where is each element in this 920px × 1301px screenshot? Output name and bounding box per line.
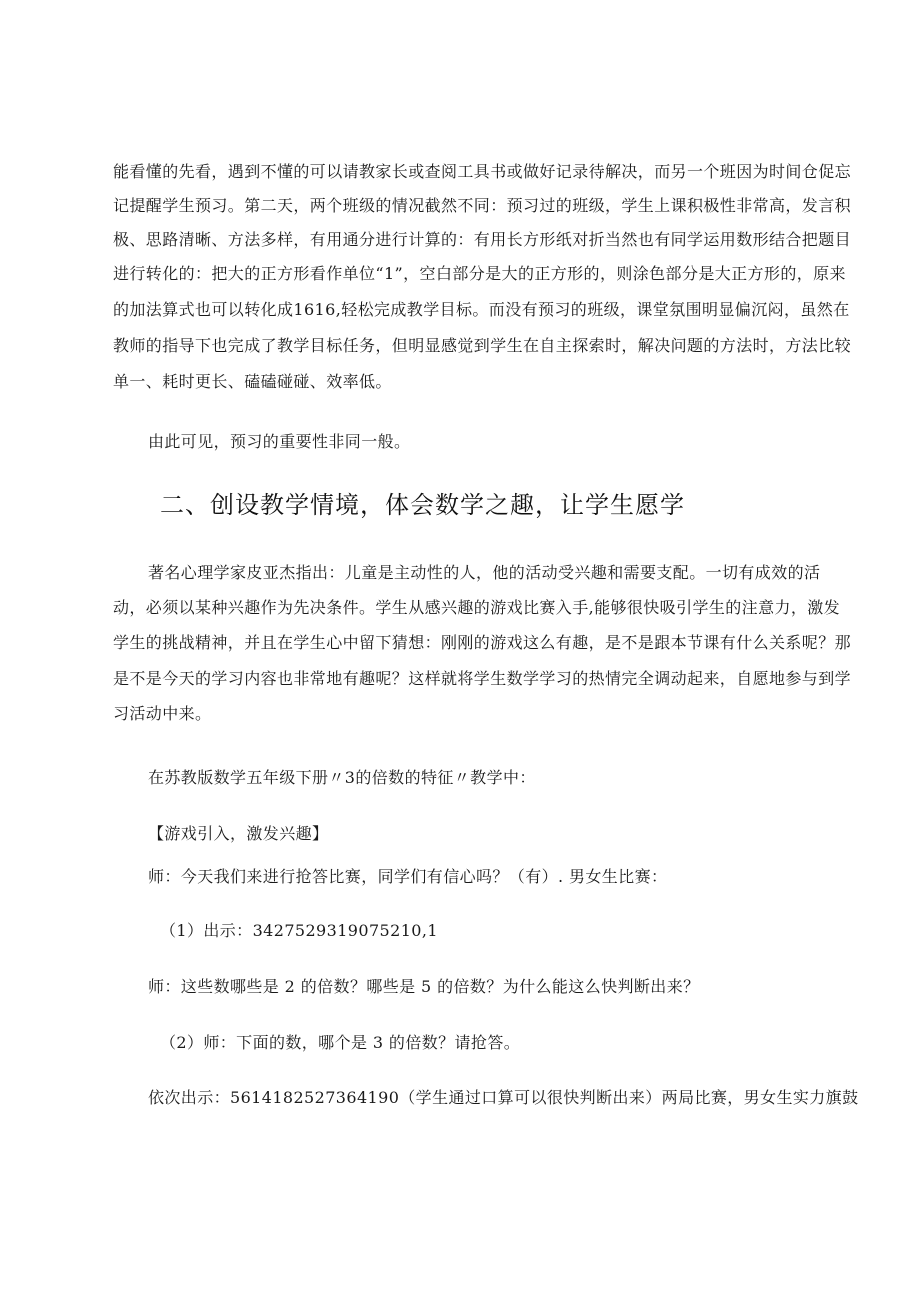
text-line: 依次出示：5614182527364190（学生通过口算可以很快判断出来）两局比赛，男女生实力旗鼓: [148, 1088, 859, 1107]
paragraph-conclusion: 由此可见，预习的重要性非同一般。: [148, 432, 411, 451]
teacher-line: 师：这些数哪些是 2 的倍数？哪些是 5 的倍数？为什么能这么快判断出来？: [148, 977, 700, 996]
text-line: 教师的指导下也完成了教学目标任务，但明显感觉到学生在自主探索时，解决问题的方法时，方法比较: [113, 336, 852, 355]
text-line: 习活动中来。: [113, 704, 212, 723]
text-line: 单一、耗时更长、磕磕碰碰、效率低。: [113, 372, 392, 391]
text-line: 动，必须以某种兴趣作为先决条件。学生从感兴趣的游戏比赛入手,能够很快吸引学生的注意力，激发: [113, 598, 841, 617]
text-line: 著名心理学家皮亚杰指出：儿童是主动性的人，他的活动受兴趣和需要支配。一切有成效的活: [148, 563, 821, 582]
numbered-item: （2）师：下面的数，哪个是 3 的倍数？请抢答。: [160, 1033, 521, 1052]
lesson-intro: 在苏教版数学五年级下册〃3的倍数的特征〃教学中：: [148, 768, 536, 787]
text-line: 能看懂的先看，遇到不懂的可以请教家长或查阅工具书或做好记录待解决，而另一个班因为时间仓促忘: [113, 162, 852, 181]
text-line: 学生的挑战精神，并且在学生心中留下猜想：刚刚的游戏这么有趣，是不是跟本节课有什么关系呢？那: [113, 633, 852, 652]
text-line: 进行转化的：把大的正方形看作单位“1”，空白部分是大的正方形的，则涂色部分是大正方形的，原来: [113, 264, 846, 283]
text-line: 的加法算式也可以转化成1616,轻松完成教学目标。而没有预习的班级，课堂氛围明显偏沉闷，虽然在: [113, 300, 850, 319]
text-line: 记提醒学生预习。第二天，两个班级的情况截然不同：预习过的班级，学生上课积极性非常高，发言积: [113, 196, 852, 215]
text-line: 极、思路清晰、方法多样，有用通分进行计算的：有用长方形纸对折当然也有同学运用数形结合把题目: [113, 230, 852, 249]
text-line: 是不是今天的学习内容也非常地有趣呢？这样就将学生数学学习的热情完全调动起来，自愿地参与到学: [113, 669, 852, 688]
numbered-item: （1）出示：3427529319075210,1: [160, 921, 438, 940]
teacher-line: 师：今天我们来进行抢答比赛，同学们有信心吗？（有）. 男女生比赛：: [148, 867, 668, 886]
section-heading: 二、创设教学情境，体会数学之趣，让学生愿学: [160, 491, 685, 519]
section-label: 【游戏引入，激发兴趣】: [148, 824, 329, 843]
